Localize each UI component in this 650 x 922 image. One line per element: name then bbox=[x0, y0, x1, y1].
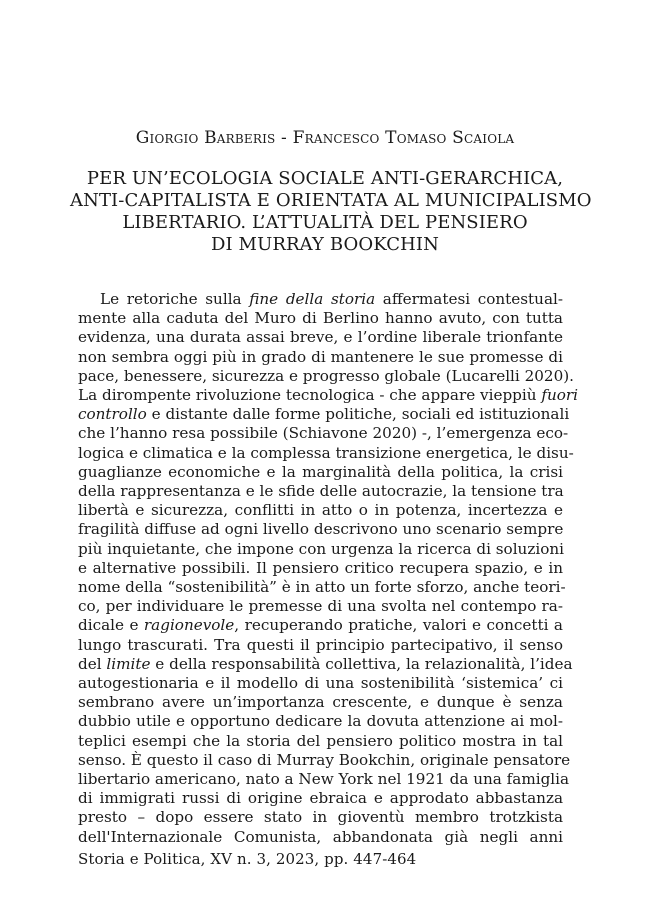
text-line bbox=[78, 578, 566, 597]
text-line bbox=[78, 443, 574, 463]
text-segment: non sembra oggi più in grado di mantenere le sue promesse di bbox=[78, 347, 563, 366]
text-segment: dell'Internazionale Comunista, abbandonata già negli anni bbox=[78, 827, 563, 846]
text-segment: guaglianze economiche e la marginalità della politica, la crisi bbox=[78, 462, 563, 481]
text-segment: teplici esempi che la storia del pensiero politico mostra in tal bbox=[78, 731, 563, 750]
text-segment: presto – dopo essere stato in gioventù membro trotzkista bbox=[78, 808, 563, 827]
text-line bbox=[78, 808, 563, 827]
text-segment: evidenza, una durata assai breve, e l’ordine liberale trionfante bbox=[78, 328, 563, 347]
text-segment: pace, benessere, sicurezza e progresso globale (Lucarelli 2020). bbox=[78, 366, 575, 385]
text-line bbox=[78, 559, 563, 578]
text-line bbox=[78, 520, 563, 539]
text-segment: sembrano avere un’importanza crescente, e dunque è senza bbox=[78, 693, 563, 712]
text-line bbox=[78, 654, 573, 674]
text-segment: di immigrati russi di origine ebraica e approdato abbastanza bbox=[78, 789, 563, 808]
text-segment: co, per individuare le premesse di una svolta nel contempo ra- bbox=[78, 597, 563, 616]
text-segment: della rappresentanza e le sfide delle autocrazie, la tensione tra bbox=[78, 482, 564, 501]
text-line bbox=[78, 732, 563, 751]
text-segment: libertario americano, nato a New York nel 1921 da una famiglia bbox=[78, 770, 570, 789]
title-line: LIBERTARIO. L’ATTUALITÀ DEL PENSIERO bbox=[122, 212, 528, 233]
text-segment: e alternative possibili. Il pensiero critico recupera spazio, e in bbox=[78, 558, 563, 577]
text-line bbox=[78, 386, 579, 405]
text-segment: mente alla caduta del Muro di Berlino hanno avuto, con tutta bbox=[78, 309, 563, 328]
text-line bbox=[78, 789, 563, 808]
text-segment: più inquietante, che impone con urgenza la ricerca di soluzioni bbox=[78, 539, 564, 558]
text-segment: dubbio utile e opportuno dedicare la dovuta attenzione ai mol- bbox=[78, 712, 563, 731]
text-segment: libertà e sicurezza, conflitti in atto o in potenza, incertezza e bbox=[78, 501, 563, 520]
text-segment: fragilità diffuse ad ogni livello descrivono uno scenario sempre bbox=[78, 520, 564, 539]
text-segment: affermatesi contestual- bbox=[375, 290, 563, 308]
text-segment: logica e climatica e la complessa transizione energetica, le disu- bbox=[78, 443, 574, 462]
text-line bbox=[78, 597, 563, 616]
text-segment: Le retoriche sulla bbox=[100, 290, 250, 308]
text-segment: del bbox=[78, 654, 107, 673]
text-line bbox=[78, 290, 563, 309]
body-paragraph bbox=[78, 290, 579, 847]
text-line bbox=[78, 482, 563, 501]
text-line bbox=[78, 309, 563, 328]
authors: Giorgio Barberis - Francesco Tomaso Scaiola bbox=[135, 128, 515, 148]
text-line bbox=[78, 366, 575, 386]
text-line bbox=[78, 540, 563, 559]
text-line bbox=[78, 463, 563, 482]
article-title bbox=[70, 168, 592, 256]
journal-citation: Storia e Politica, XV n. 3, 2023, pp. 447-464 bbox=[78, 850, 417, 868]
text-line bbox=[78, 405, 570, 424]
text-segment: e distante dalle forme politiche, sociali ed istituzionali bbox=[146, 405, 570, 424]
text-segment: che l’hanno resa possibile (Schiavone 2020) -, l’emergenza eco- bbox=[78, 424, 569, 443]
italic-phrase: limite bbox=[106, 654, 151, 673]
text-line bbox=[78, 348, 563, 367]
text-segment: e della responsabilità collettiva, la relazionalità, l’idea bbox=[150, 654, 573, 673]
title-line: PER UN’ECOLOGIA SOCIALE ANTI-GERARCHICA, bbox=[86, 168, 564, 189]
title-line: ANTI-CAPITALISTA E ORIENTATA AL MUNICIPALISMO bbox=[70, 190, 592, 211]
text-line bbox=[78, 750, 571, 770]
text-segment: autogestionaria e il modello di una sostenibilità ‘sistemica’ ci bbox=[78, 674, 563, 693]
italic-phrase: controllo bbox=[78, 405, 147, 424]
text-line bbox=[78, 501, 563, 520]
italic-phrase: fine della storia bbox=[249, 290, 376, 308]
text-line bbox=[78, 636, 563, 655]
text-line bbox=[78, 424, 569, 443]
title-line: DI MURRAY BOOKCHIN bbox=[210, 234, 439, 255]
text-line bbox=[78, 616, 563, 635]
italic-phrase: ragionevole bbox=[143, 616, 235, 635]
text-segment: dicale e bbox=[78, 616, 144, 635]
italic-phrase: fuori bbox=[541, 386, 579, 405]
text-line bbox=[78, 693, 563, 712]
text-line bbox=[78, 828, 563, 847]
text-segment: La dirompente rivoluzione tecnologica - che appare vieppiù bbox=[78, 386, 542, 405]
text-line bbox=[78, 674, 563, 693]
text-segment: lungo trascurati. Tra questi il principio partecipativo, il senso bbox=[78, 635, 563, 654]
text-segment: , recuperando pratiche, valori e concetti a bbox=[234, 616, 563, 635]
text-line bbox=[78, 770, 570, 789]
text-segment: nome della “sostenibilità” è in atto un forte sforzo, anche teori- bbox=[78, 578, 566, 597]
text-line bbox=[78, 328, 563, 347]
text-line bbox=[78, 712, 563, 731]
text-segment: senso. È questo il caso di Murray Bookchin, originale pensatore bbox=[78, 750, 571, 769]
